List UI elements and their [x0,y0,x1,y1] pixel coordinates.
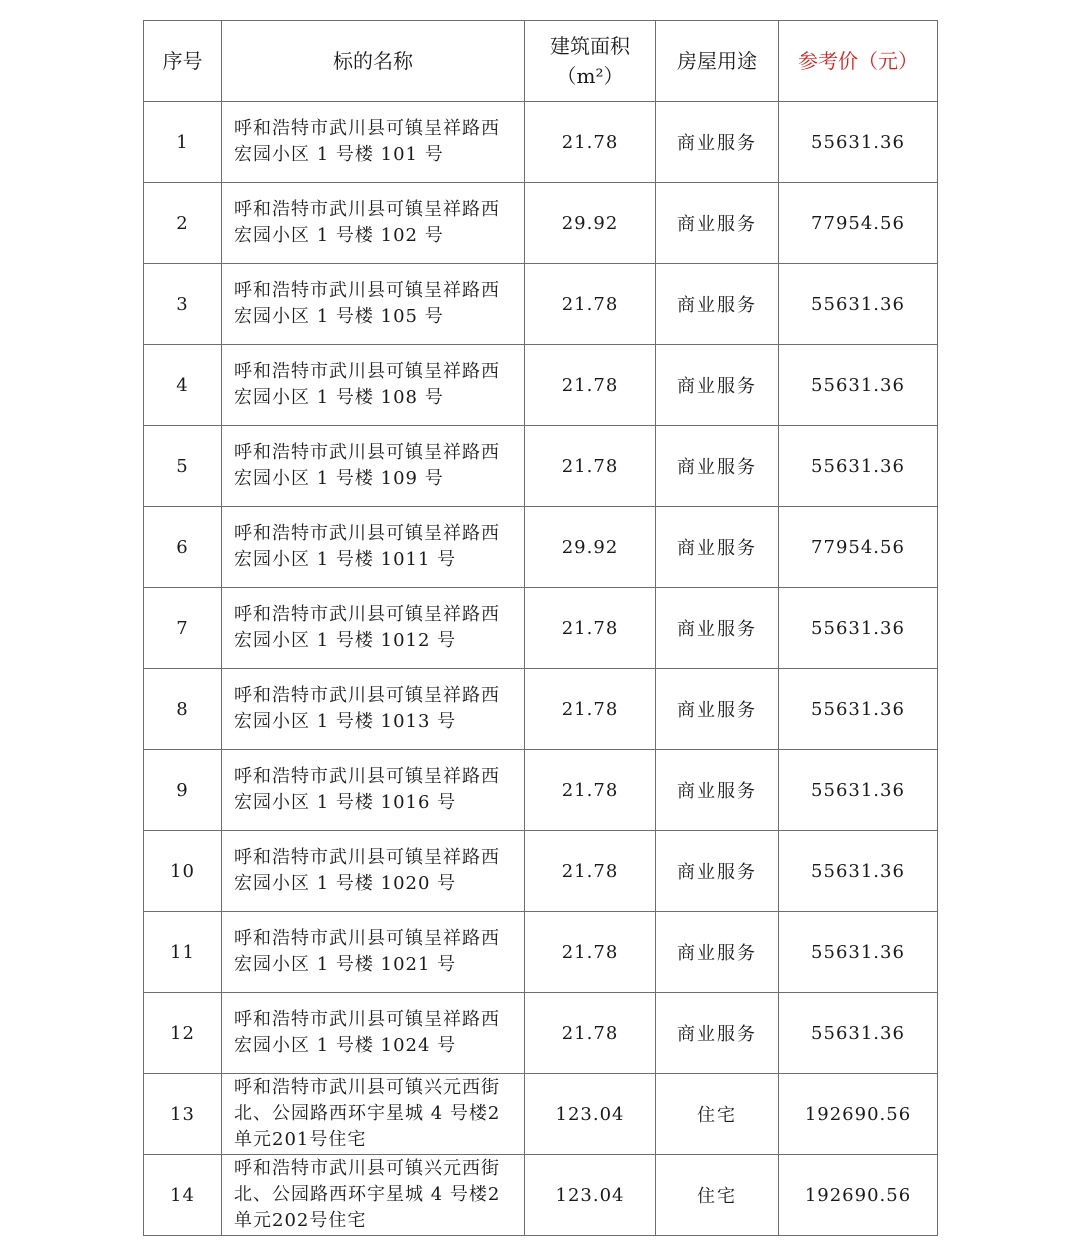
property-name-name-line1: 呼和浩特市武川县可镇呈祥路西 [234,1009,500,1030]
row-index: 11 [144,912,222,993]
property-name-name-line1: 呼和浩特市武川县可镇呈祥路西 [234,604,500,625]
row-price: 55631.36 [779,264,938,345]
row-index: 12 [144,993,222,1074]
property-table-container [143,20,937,1236]
property-name-name-line1: 呼和浩特市武川县可镇呈祥路西 [234,523,500,544]
property-name-name-line2: 宏园小区 1 号楼 101 号 [234,144,444,165]
row-index: 9 [144,750,222,831]
property-name-name-line2: 北、公园路西环宇星城 4 号楼2 [234,1103,501,1124]
table-row [144,669,938,750]
header-usage: 房屋用途 [656,21,779,102]
row-usage: 商业服务 [656,426,779,507]
row-index: 3 [144,264,222,345]
property-name-name-line2: 宏园小区 1 号楼 1013 号 [234,711,457,732]
row-area: 21.78 [525,345,656,426]
property-name-name-line2: 宏园小区 1 号楼 108 号 [234,387,444,408]
table-row [144,264,938,345]
property-name-name-line1: 呼和浩特市武川县可镇呈祥路西 [234,685,500,706]
row-price: 55631.36 [779,426,938,507]
header-area-line2: （m²） [556,64,624,88]
table-header [144,21,938,102]
row-price: 55631.36 [779,750,938,831]
row-usage: 商业服务 [656,588,779,669]
property-name-name-line2: 宏园小区 1 号楼 1021 号 [234,954,457,975]
row-property-name [222,507,525,588]
property-name-name-line3: 单元202号住宅 [234,1210,367,1231]
row-property-name [222,264,525,345]
property-name-name-line1: 呼和浩特市武川县可镇呈祥路西 [234,847,500,868]
table-row [144,993,938,1074]
table-row [144,345,938,426]
table-row [144,1155,938,1236]
table-body [144,102,938,1236]
property-name-name-line1: 呼和浩特市武川县可镇呈祥路西 [234,928,500,949]
row-price: 55631.36 [779,102,938,183]
header-name: 标的名称 [222,21,525,102]
row-price: 192690.56 [779,1155,938,1236]
row-area: 123.04 [525,1074,656,1155]
row-property-name [222,183,525,264]
row-area: 21.78 [525,588,656,669]
row-usage: 商业服务 [656,183,779,264]
property-name-name-line2: 宏园小区 1 号楼 1020 号 [234,873,457,894]
row-usage: 商业服务 [656,345,779,426]
property-name-name-line2: 宏园小区 1 号楼 109 号 [234,468,444,489]
row-index: 1 [144,102,222,183]
table-row [144,183,938,264]
row-property-name [222,345,525,426]
row-area: 21.78 [525,912,656,993]
table-row [144,588,938,669]
property-name-name-line1: 呼和浩特市武川县可镇兴元西街 [234,1077,500,1098]
row-price: 55631.36 [779,669,938,750]
header-area-line1: 建筑面积 [550,34,630,58]
row-index: 6 [144,507,222,588]
row-property-name [222,750,525,831]
row-usage: 商业服务 [656,912,779,993]
row-index: 10 [144,831,222,912]
row-index: 2 [144,183,222,264]
table-row [144,507,938,588]
row-usage: 商业服务 [656,507,779,588]
row-price: 192690.56 [779,1074,938,1155]
row-area: 21.78 [525,993,656,1074]
row-index: 5 [144,426,222,507]
property-name-name-line2: 宏园小区 1 号楼 105 号 [234,306,444,327]
row-index: 4 [144,345,222,426]
row-usage: 住宅 [656,1074,779,1155]
row-price: 55631.36 [779,588,938,669]
table-row [144,426,938,507]
row-price: 55631.36 [779,345,938,426]
row-area: 21.78 [525,831,656,912]
row-usage: 商业服务 [656,102,779,183]
row-area: 21.78 [525,426,656,507]
row-price: 55631.36 [779,831,938,912]
property-name-name-line1: 呼和浩特市武川县可镇兴元西街 [234,1158,500,1179]
property-name-name-line1: 呼和浩特市武川县可镇呈祥路西 [234,361,500,382]
row-usage: 商业服务 [656,750,779,831]
row-area: 21.78 [525,102,656,183]
header-price: 参考价（元） [779,21,938,102]
row-area: 21.78 [525,750,656,831]
row-area: 123.04 [525,1155,656,1236]
row-area: 29.92 [525,507,656,588]
row-property-name [222,1074,525,1155]
row-usage: 商业服务 [656,993,779,1074]
property-name-name-line2: 宏园小区 1 号楼 102 号 [234,225,444,246]
row-price: 77954.56 [779,183,938,264]
property-name-name-line1: 呼和浩特市武川县可镇呈祥路西 [234,118,500,139]
row-usage: 商业服务 [656,264,779,345]
table-row [144,102,938,183]
row-price: 55631.36 [779,993,938,1074]
row-index: 7 [144,588,222,669]
row-usage: 商业服务 [656,831,779,912]
row-usage: 商业服务 [656,669,779,750]
table-row [144,831,938,912]
property-name-name-line1: 呼和浩特市武川县可镇呈祥路西 [234,199,500,220]
row-property-name [222,588,525,669]
row-property-name [222,669,525,750]
property-name-name-line1: 呼和浩特市武川县可镇呈祥路西 [234,280,500,301]
row-index: 14 [144,1155,222,1236]
row-price: 77954.56 [779,507,938,588]
header-area [525,21,656,102]
property-name-name-line2: 宏园小区 1 号楼 1016 号 [234,792,457,813]
property-name-name-line2: 北、公园路西环宇星城 4 号楼2 [234,1184,501,1205]
row-property-name [222,831,525,912]
row-price: 55631.36 [779,912,938,993]
property-name-name-line3: 单元201号住宅 [234,1129,367,1150]
property-listing-table [143,20,938,1236]
row-property-name [222,1155,525,1236]
row-area: 21.78 [525,264,656,345]
row-usage: 住宅 [656,1155,779,1236]
property-name-name-line2: 宏园小区 1 号楼 1024 号 [234,1035,457,1056]
property-name-name-line2: 宏园小区 1 号楼 1012 号 [234,630,457,651]
header-index: 序号 [144,21,222,102]
table-row [144,750,938,831]
row-index: 8 [144,669,222,750]
row-area: 21.78 [525,669,656,750]
table-row [144,912,938,993]
row-property-name [222,102,525,183]
header-row [144,21,938,102]
row-index: 13 [144,1074,222,1155]
row-area: 29.92 [525,183,656,264]
property-name-name-line1: 呼和浩特市武川县可镇呈祥路西 [234,766,500,787]
table-row [144,1074,938,1155]
property-name-name-line2: 宏园小区 1 号楼 1011 号 [234,549,457,570]
row-property-name [222,993,525,1074]
property-name-name-line1: 呼和浩特市武川县可镇呈祥路西 [234,442,500,463]
row-property-name [222,426,525,507]
row-property-name [222,912,525,993]
